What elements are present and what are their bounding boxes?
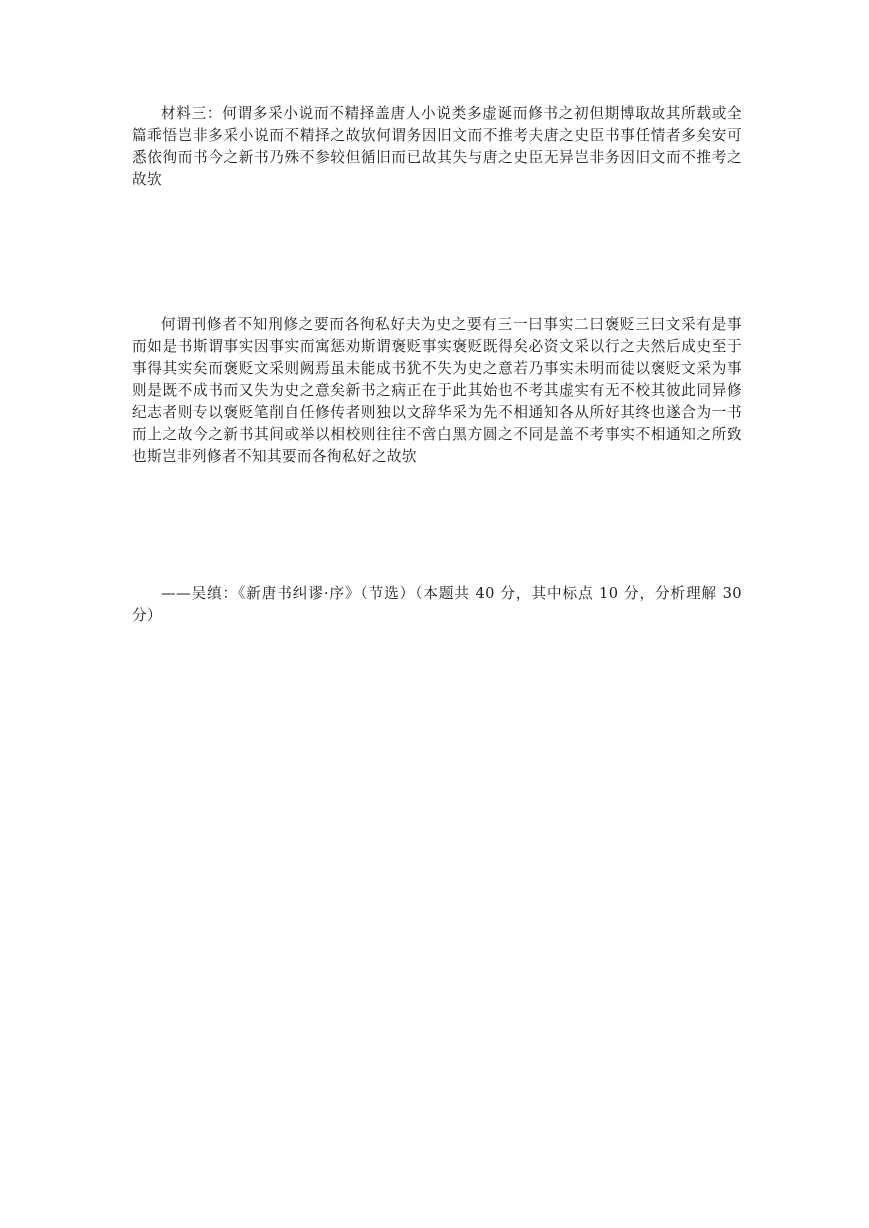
material-three-paragraph: 材料三：何谓多采小说而不精择盖唐人小说类多虚诞而修书之初但期博取故其所载或全篇乖悟岂非多采小说而不精择之故欤何谓务因旧文而不推考夫唐之史臣书事任情者多矣安可悉依徇而书今之新书乃殊不参较但循旧而已故其失与唐之史臣无异岂非务因旧文而不推考之故欤: [132, 105, 742, 188]
passage-paragraph: 何谓刊修者不知刑修之要而各徇私好夫为史之要有三一曰事实二曰褒贬三曰文采有是事而如是书斯谓事实因事实而寓惩劝斯谓褒贬事实褒贬既得矣必资文采以行之夫然后成史至于事得其实矣而褒贬文采则阙焉虽未能成书犹不失为史之意若乃事实未明而徒以褒贬文采为事则是既不成书而又失为史之意矣新书之病正在于此其始也不考其虚实有无不校其彼此同异修纪志者则专以褒贬笔削自任修传者则独以文辞华采为先不相通知各从所好其终也遂合为一书而上之故今之新书其间或举以相校则往往不啻白黑方圆之不同是盖不考事实不相通知之所致也斯岂非列修者不知其要而各徇私好之故欤: [132, 316, 742, 465]
source-citation: ——吴缜：《新唐书纠谬·序》（节选）（本题共 40 分，其中标点 10 分，分析理解 30 分）: [132, 585, 742, 624]
